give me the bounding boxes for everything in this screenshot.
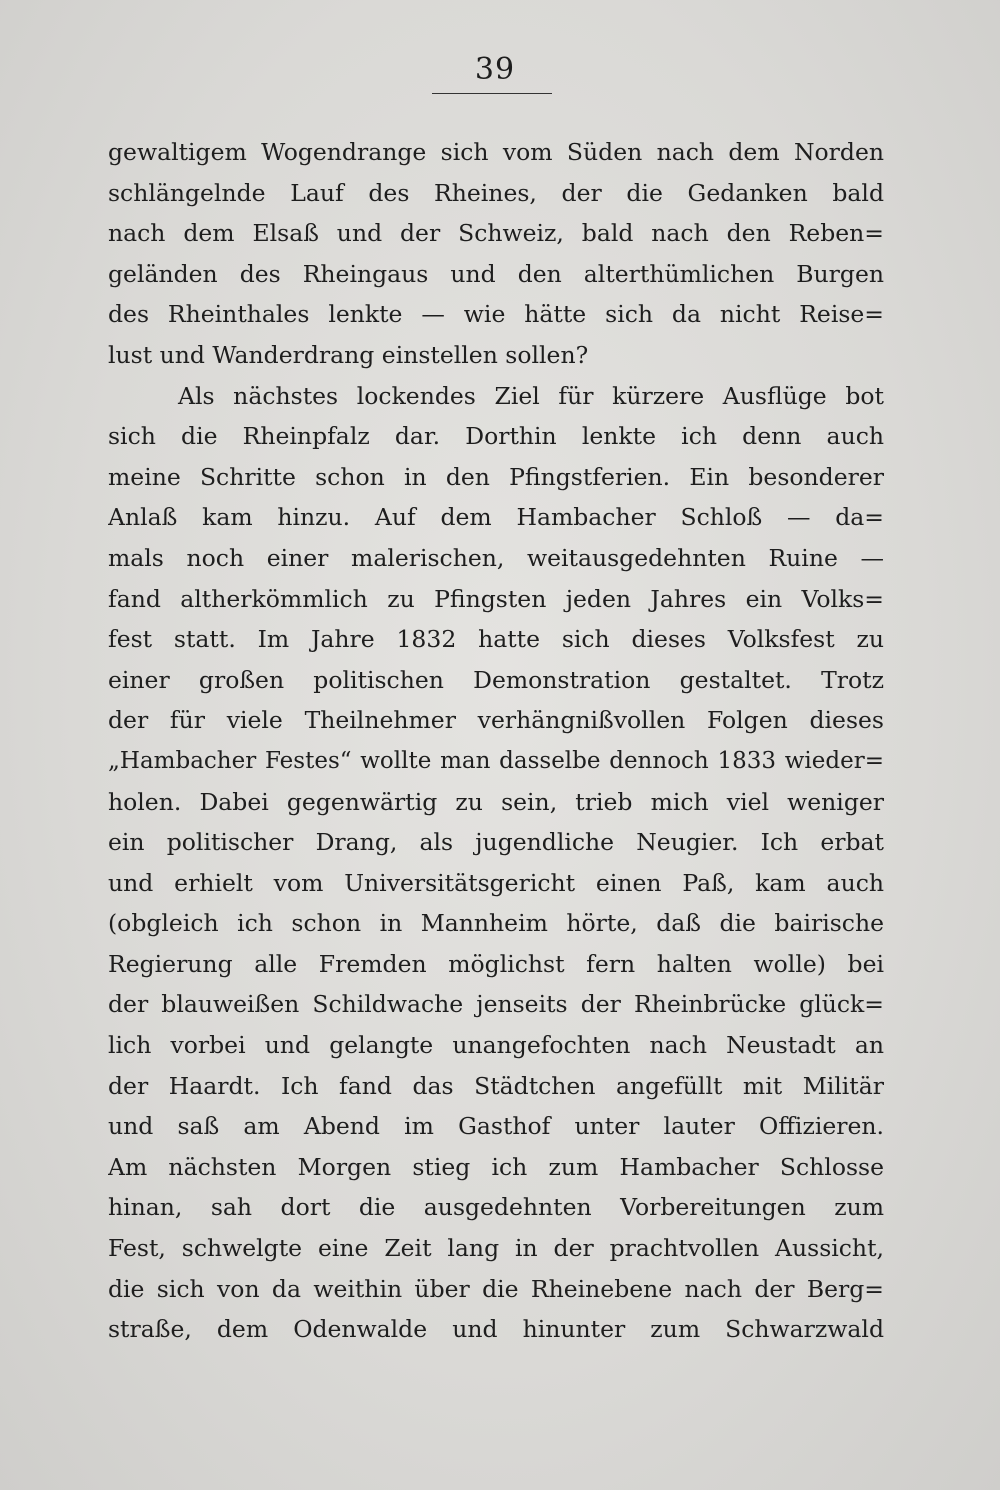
text-line: gewaltigem Wogendrange sich vom Süden nach dem Norden xyxy=(108,138,884,166)
text-line: mals noch einer malerischen, weitausgedehnten Ruine — xyxy=(108,543,884,572)
text-line: meine Schritte schon in den Pfingstferien. Ein besonderer xyxy=(108,462,884,491)
text-line: geländen des Rheingaus und den alterthümlichen Burgen xyxy=(108,259,884,288)
text-line: hinan, sah dort die ausgedehnten Vorbereitungen zum xyxy=(108,1193,884,1222)
text-line: Anlaß kam hinzu. Auf dem Hambacher Schloß — da= xyxy=(108,503,884,532)
text-line: nach dem Elsaß und der Schweiz, bald nach den Reben= xyxy=(108,219,884,248)
text-line: „Hambacher Festes“ wollte man dasselbe dennoch 1833 wieder= xyxy=(108,747,884,774)
text-line: der Haardt. Ich fand das Städtchen angefüllt mit Militär xyxy=(108,1071,884,1100)
text-line: holen. Dabei gegenwärtig zu sein, trieb mich viel weniger xyxy=(108,787,884,816)
text-line: sich die Rheinpfalz dar. Dorthin lenkte ich denn auch xyxy=(108,422,884,451)
header-rule xyxy=(432,93,552,94)
text-line: Regierung alle Fremden möglichst fern halten wolle) bei xyxy=(108,949,884,978)
text-line: der für viele Theilnehmer verhängnißvollen Folgen dieses xyxy=(108,706,884,735)
text-line: der blauweißen Schildwache jenseits der Rheinbrücke glück= xyxy=(108,990,884,1019)
page-number: 39 xyxy=(474,52,516,87)
text-line: und saß am Abend im Gasthof unter lauter Offizieren. xyxy=(108,1112,884,1141)
text-line: lust und Wanderdrang einstellen sollen? xyxy=(108,340,589,369)
text-line: lich vorbei und gelangte unangefochten nach Neustadt an xyxy=(108,1031,884,1060)
text-line: des Rheinthales lenkte — wie hätte sich da nicht Reise= xyxy=(108,300,884,329)
text-line: einer großen politischen Demonstration gestaltet. Trotz xyxy=(108,665,884,694)
body-text xyxy=(108,132,884,1350)
text-line: die sich von da weithin über die Rheinebene nach der Berg= xyxy=(108,1274,884,1303)
text-line: und erhielt vom Universitätsgericht einen Paß, kam auch xyxy=(108,868,884,897)
text-line: Als nächstes lockendes Ziel für kürzere Ausflüge bot xyxy=(178,381,884,410)
text-line: Am nächsten Morgen stieg ich zum Hambacher Schlosse xyxy=(108,1152,884,1181)
text-line: schlängelnde Lauf des Rheines, der die Gedanken bald xyxy=(108,178,884,207)
text-line: ein politischer Drang, als jugendliche Neugier. Ich erbat xyxy=(108,828,884,857)
text-line: Fest, schwelgte eine Zeit lang in der prachtvollen Aussicht, xyxy=(108,1234,884,1263)
text-line: (obgleich ich schon in Mannheim hörte, daß die bairische xyxy=(108,909,884,938)
text-line: fand altherkömmlich zu Pfingsten jeden Jahres ein Volks= xyxy=(108,584,884,613)
text-line: fest statt. Im Jahre 1832 hatte sich dieses Volksfest zu xyxy=(108,625,884,654)
text-line: straße, dem Odenwalde und hinunter zum Schwarzwald xyxy=(108,1315,884,1344)
